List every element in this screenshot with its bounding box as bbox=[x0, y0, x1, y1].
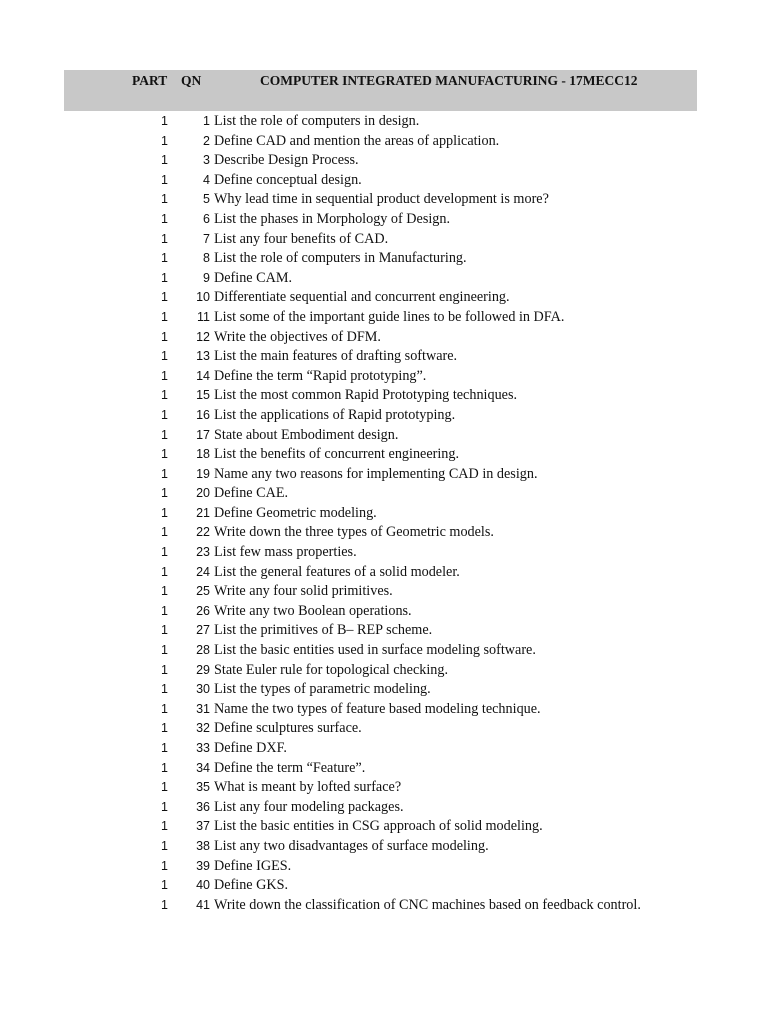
question-row bbox=[0, 661, 768, 681]
question-number: 15 bbox=[196, 388, 210, 403]
question-number: 40 bbox=[196, 878, 210, 893]
part-number: 1 bbox=[161, 368, 168, 383]
question-row bbox=[0, 817, 768, 837]
question-number: 36 bbox=[196, 799, 210, 814]
question-text: List any four modeling packages. bbox=[214, 798, 404, 815]
part-number: 1 bbox=[161, 780, 168, 795]
question-text: List the main features of drafting software. bbox=[214, 348, 458, 365]
question-row bbox=[0, 171, 768, 191]
question-number: 23 bbox=[196, 545, 210, 560]
question-row bbox=[0, 876, 768, 896]
part-number: 1 bbox=[161, 799, 168, 814]
question-text: Describe Design Process. bbox=[214, 152, 359, 169]
question-row bbox=[0, 288, 768, 308]
question-text: List the role of computers in design. bbox=[214, 113, 420, 129]
question-text: State Euler rule for topological checking. bbox=[214, 661, 449, 678]
question-row bbox=[0, 406, 768, 426]
question-row bbox=[0, 857, 768, 877]
question-text: Define CAD and mention the areas of application. bbox=[214, 132, 500, 149]
part-number: 1 bbox=[161, 643, 168, 658]
question-row bbox=[0, 543, 768, 563]
question-number: 12 bbox=[196, 329, 210, 344]
question-row bbox=[0, 484, 768, 504]
question-row bbox=[0, 778, 768, 798]
part-number: 1 bbox=[161, 153, 168, 168]
question-row bbox=[0, 328, 768, 348]
question-text: List few mass properties. bbox=[214, 544, 357, 561]
question-text: Define GKS. bbox=[214, 877, 289, 894]
question-text: List any two disadvantages of surface modeling. bbox=[214, 837, 489, 854]
question-text: Define IGES. bbox=[214, 857, 292, 874]
question-number: 38 bbox=[196, 838, 210, 853]
part-number: 1 bbox=[161, 564, 168, 579]
question-number: 9 bbox=[203, 270, 210, 285]
question-text: Write any two Boolean operations. bbox=[214, 602, 412, 619]
question-text: List the types of parametric modeling. bbox=[214, 681, 431, 698]
table-header bbox=[64, 70, 697, 111]
part-number: 1 bbox=[161, 486, 168, 501]
question-number: 37 bbox=[196, 819, 210, 834]
part-number: 1 bbox=[161, 407, 168, 422]
question-number: 4 bbox=[203, 172, 210, 187]
question-row bbox=[0, 798, 768, 818]
question-number: 29 bbox=[196, 662, 210, 677]
question-text: Define conceptual design. bbox=[214, 171, 362, 188]
part-number: 1 bbox=[161, 447, 168, 462]
question-text: List any four benefits of CAD. bbox=[214, 230, 389, 247]
question-text: Write the objectives of DFM. bbox=[214, 328, 381, 345]
question-row bbox=[0, 426, 768, 446]
question-number: 31 bbox=[196, 701, 210, 716]
question-number: 35 bbox=[196, 780, 210, 795]
part-number: 1 bbox=[161, 192, 168, 207]
question-text: State about Embodiment design. bbox=[214, 426, 399, 443]
question-number: 41 bbox=[196, 897, 210, 912]
question-text: Define CAM. bbox=[214, 269, 293, 286]
question-row bbox=[0, 190, 768, 210]
question-row bbox=[0, 445, 768, 465]
question-number: 39 bbox=[196, 858, 210, 873]
question-row bbox=[0, 269, 768, 289]
part-number: 1 bbox=[161, 701, 168, 716]
question-row bbox=[0, 700, 768, 720]
part-number: 1 bbox=[161, 858, 168, 873]
question-row bbox=[0, 896, 768, 916]
question-text: Define the term “Feature”. bbox=[214, 759, 366, 776]
question-text: List the general features of a solid modeler. bbox=[214, 563, 460, 580]
part-number: 1 bbox=[161, 251, 168, 266]
question-number: 26 bbox=[196, 603, 210, 618]
question-number: 6 bbox=[203, 211, 210, 226]
question-number: 18 bbox=[196, 447, 210, 462]
question-row bbox=[0, 249, 768, 269]
part-number: 1 bbox=[161, 427, 168, 442]
question-text: List the benefits of concurrent engineering. bbox=[214, 446, 460, 463]
question-text: Write down the classification of CNC machines based on feedback control. bbox=[214, 896, 641, 913]
question-number: 22 bbox=[196, 525, 210, 540]
question-number: 30 bbox=[196, 682, 210, 697]
part-number: 1 bbox=[161, 897, 168, 912]
question-number: 34 bbox=[196, 760, 210, 775]
question-row bbox=[0, 759, 768, 779]
question-number: 33 bbox=[196, 741, 210, 755]
question-row bbox=[0, 837, 768, 857]
part-number: 1 bbox=[161, 388, 168, 403]
question-text: Why lead time in sequential product development is more? bbox=[214, 191, 549, 208]
question-number: 13 bbox=[196, 349, 210, 364]
question-row bbox=[0, 308, 768, 328]
part-number: 1 bbox=[161, 760, 168, 775]
question-row bbox=[0, 602, 768, 622]
part-number: 1 bbox=[161, 114, 168, 128]
question-text: List the basic entities used in surface modeling software. bbox=[214, 642, 536, 659]
part-number: 1 bbox=[161, 329, 168, 344]
qn-column-header: QN bbox=[181, 73, 202, 88]
part-number: 1 bbox=[161, 662, 168, 677]
question-text: Write any four solid primitives. bbox=[214, 583, 393, 600]
question-number: 16 bbox=[196, 407, 210, 422]
question-row bbox=[0, 621, 768, 641]
question-text: List the basic entities in CSG approach of solid modeling. bbox=[214, 818, 543, 835]
question-row bbox=[0, 504, 768, 524]
part-number: 1 bbox=[161, 231, 168, 246]
question-row bbox=[0, 719, 768, 739]
question-row bbox=[0, 563, 768, 583]
part-number: 1 bbox=[161, 545, 168, 560]
part-number: 1 bbox=[161, 505, 168, 520]
question-number: 28 bbox=[196, 643, 210, 658]
question-text: Define Geometric modeling. bbox=[214, 504, 377, 521]
question-number: 10 bbox=[196, 290, 210, 305]
question-text: Define the term “Rapid prototyping”. bbox=[214, 367, 427, 384]
question-row bbox=[0, 230, 768, 250]
question-number: 2 bbox=[203, 133, 210, 148]
question-number: 5 bbox=[203, 192, 210, 207]
part-number: 1 bbox=[161, 878, 168, 893]
question-number: 8 bbox=[203, 251, 210, 266]
question-number: 14 bbox=[196, 368, 210, 383]
question-row bbox=[0, 641, 768, 661]
part-number: 1 bbox=[161, 838, 168, 853]
part-number: 1 bbox=[161, 623, 168, 638]
question-text: Define sculptures surface. bbox=[214, 720, 362, 737]
question-row bbox=[0, 210, 768, 230]
part-number: 1 bbox=[161, 349, 168, 364]
question-number: 21 bbox=[196, 505, 210, 520]
question-text: Define DXF. bbox=[214, 740, 287, 756]
part-number: 1 bbox=[161, 133, 168, 148]
question-number: 20 bbox=[196, 486, 210, 501]
question-text: Write down the three types of Geometric models. bbox=[214, 524, 494, 541]
part-number: 1 bbox=[161, 682, 168, 697]
question-text: List the primitives of B– REP scheme. bbox=[214, 622, 433, 639]
part-number: 1 bbox=[161, 819, 168, 834]
document-title: COMPUTER INTEGRATED MANUFACTURING - 17MECC12 bbox=[260, 73, 638, 88]
question-text: List the role of computers in Manufacturing. bbox=[214, 250, 467, 267]
question-number: 7 bbox=[203, 231, 210, 246]
question-row bbox=[0, 151, 768, 171]
part-number: 1 bbox=[161, 741, 168, 755]
part-number: 1 bbox=[161, 172, 168, 187]
question-number: 32 bbox=[196, 721, 210, 736]
question-text: What is meant by lofted surface? bbox=[214, 779, 402, 796]
part-number: 1 bbox=[161, 721, 168, 736]
question-row bbox=[0, 347, 768, 367]
question-number: 11 bbox=[197, 309, 210, 324]
question-number: 19 bbox=[196, 466, 210, 481]
question-number: 25 bbox=[196, 584, 210, 599]
question-row bbox=[0, 367, 768, 387]
part-number: 1 bbox=[161, 309, 168, 324]
question-row bbox=[0, 680, 768, 700]
question-row bbox=[0, 112, 768, 132]
question-text: Define CAE. bbox=[214, 485, 289, 502]
question-number: 3 bbox=[203, 153, 210, 168]
question-row bbox=[0, 465, 768, 485]
question-number: 24 bbox=[196, 564, 210, 579]
part-number: 1 bbox=[161, 466, 168, 481]
part-number: 1 bbox=[161, 525, 168, 540]
question-text: Differentiate sequential and concurrent engineering. bbox=[214, 289, 510, 306]
question-text: List some of the important guide lines to be followed in DFA. bbox=[214, 308, 565, 325]
question-text: Name any two reasons for implementing CAD in design. bbox=[214, 465, 538, 482]
part-number: 1 bbox=[161, 584, 168, 599]
part-number: 1 bbox=[161, 290, 168, 305]
question-text: List the phases in Morphology of Design. bbox=[214, 210, 451, 227]
question-number: 1 bbox=[203, 114, 210, 128]
question-row bbox=[0, 132, 768, 152]
part-number: 1 bbox=[161, 603, 168, 618]
question-number: 27 bbox=[196, 623, 210, 638]
question-number: 17 bbox=[196, 427, 210, 442]
question-row bbox=[0, 739, 768, 759]
part-number: 1 bbox=[161, 270, 168, 285]
question-row bbox=[0, 582, 768, 602]
question-row bbox=[0, 386, 768, 406]
question-list bbox=[0, 112, 768, 915]
part-column-header: PART bbox=[132, 73, 168, 88]
question-text: List the applications of Rapid prototyping. bbox=[214, 406, 456, 423]
question-text: List the most common Rapid Prototyping techniques. bbox=[214, 387, 518, 404]
question-text: Name the two types of feature based modeling technique. bbox=[214, 700, 541, 717]
part-number: 1 bbox=[161, 211, 168, 226]
question-row bbox=[0, 523, 768, 543]
